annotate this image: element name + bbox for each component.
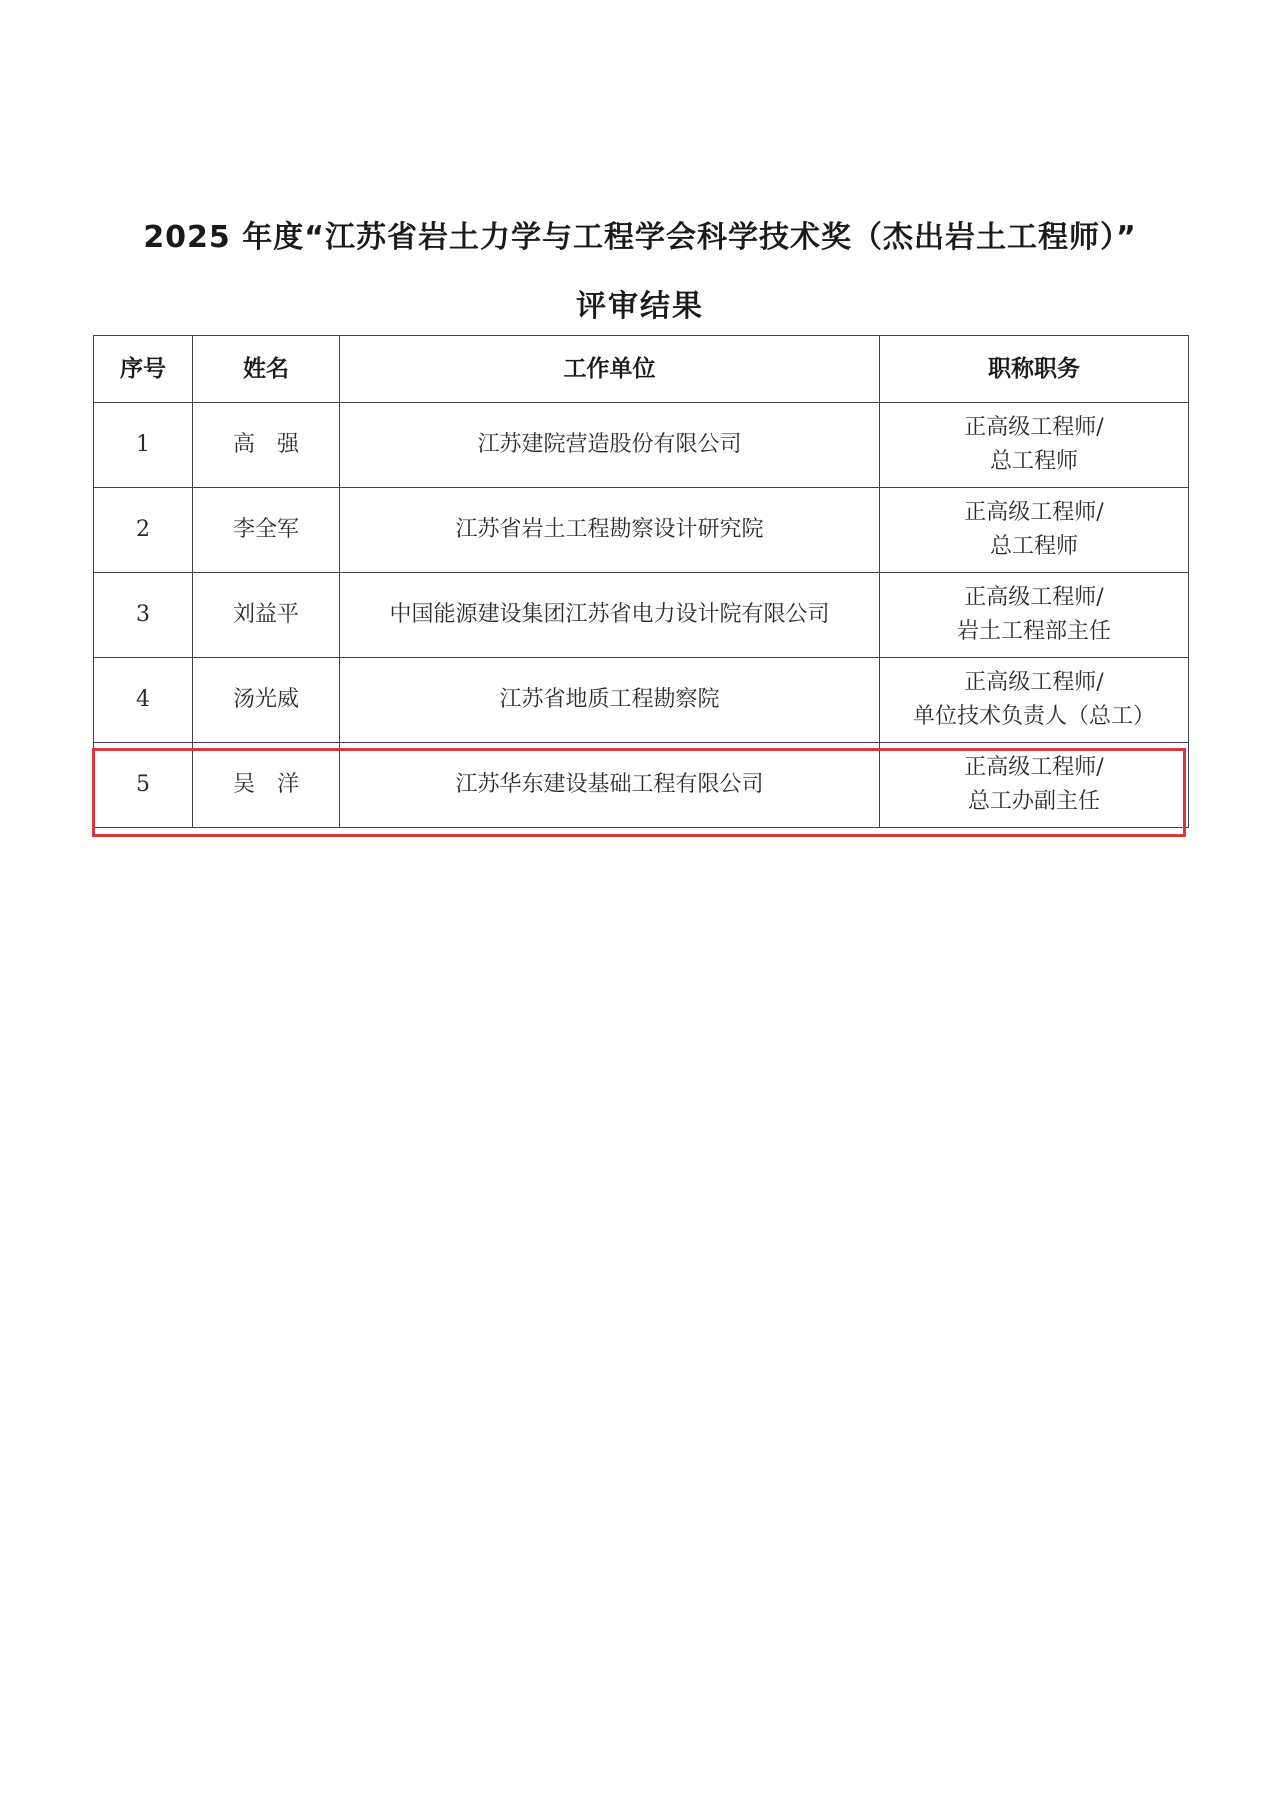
- cell-unit: 江苏省地质工程勘察院: [340, 658, 880, 743]
- cell-unit: 江苏省岩土工程勘察设计研究院: [340, 488, 880, 573]
- cell-name: 刘益平: [193, 573, 340, 658]
- cell-title: [880, 573, 1189, 658]
- cell-title-line1: 正高级工程师/: [964, 500, 1104, 525]
- header-name: 姓名: [193, 336, 340, 403]
- table-row-highlighted: [94, 743, 1189, 828]
- table-row: [94, 403, 1189, 488]
- cell-unit: 江苏华东建设基础工程有限公司: [340, 743, 880, 828]
- cell-title-line2: 岩土工程部主任: [956, 619, 1111, 644]
- header-title: 职称职务: [880, 336, 1189, 403]
- cell-name: 高 强: [193, 403, 340, 488]
- cell-seq: 2: [94, 488, 193, 573]
- cell-unit: 江苏建院营造股份有限公司: [340, 403, 880, 488]
- cell-name: 李全军: [193, 488, 340, 573]
- header-unit: 工作单位: [340, 336, 880, 403]
- cell-title: [880, 658, 1189, 743]
- cell-seq: 4: [94, 658, 193, 743]
- cell-title-line1: 正高级工程师/: [964, 755, 1104, 780]
- cell-title-line2: 总工办副主任: [967, 789, 1100, 814]
- cell-title-line1: 正高级工程师/: [964, 415, 1104, 440]
- table-row: [94, 658, 1189, 743]
- cell-name: 吴 洋: [193, 743, 340, 828]
- cell-title-line2: 总工程师: [989, 449, 1078, 474]
- cell-unit: 中国能源建设集团江苏省电力设计院有限公司: [340, 573, 880, 658]
- cell-title: [880, 743, 1189, 828]
- results-table: [93, 335, 1189, 828]
- cell-seq: 5: [94, 743, 193, 828]
- table-header-row: [94, 336, 1189, 403]
- table-row: [94, 573, 1189, 658]
- document-subtitle: 评审结果: [576, 289, 704, 324]
- cell-seq: 3: [94, 573, 193, 658]
- table-row: [94, 488, 1189, 573]
- cell-title-line1: 正高级工程师/: [964, 585, 1104, 610]
- cell-name: 汤光威: [193, 658, 340, 743]
- cell-title: [880, 403, 1189, 488]
- header-seq: 序号: [94, 336, 193, 403]
- document-title: 2025 年度“江苏省岩土力学与工程学会科学技术奖（杰出岩土工程师）”: [143, 220, 1137, 255]
- cell-title-line2: 总工程师: [989, 534, 1078, 559]
- cell-title-line1: 正高级工程师/: [964, 670, 1104, 695]
- cell-title-line2: 单位技术负责人（总工）: [912, 704, 1155, 729]
- cell-title: [880, 488, 1189, 573]
- cell-seq: 1: [94, 403, 193, 488]
